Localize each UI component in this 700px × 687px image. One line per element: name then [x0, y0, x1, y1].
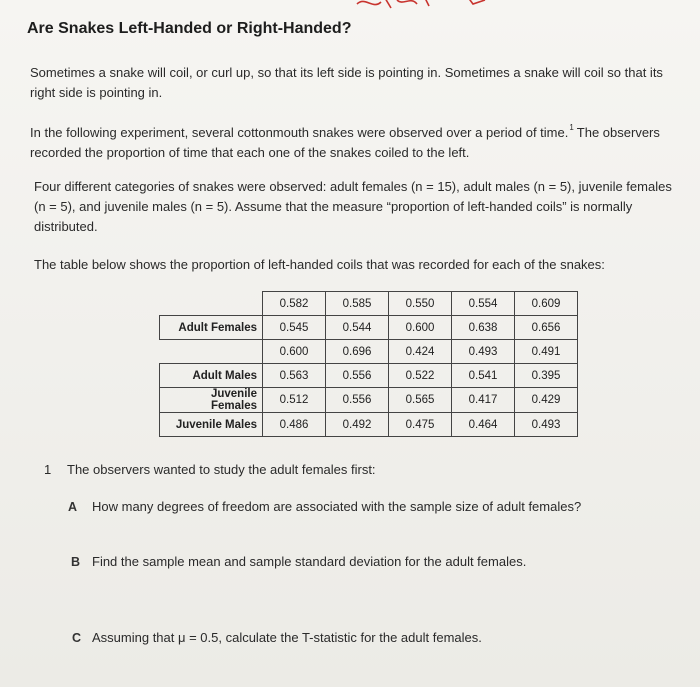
part-c-text: Assuming that μ = 0.5, calculate the T-statistic for the adult females.	[92, 630, 482, 645]
row-label	[160, 340, 263, 364]
table-cell: 0.486	[263, 413, 326, 437]
table-cell: 0.609	[515, 292, 578, 316]
table-cell: 0.493	[515, 413, 578, 437]
table-cell: 0.544	[326, 316, 389, 340]
row-label	[160, 292, 263, 316]
table-cell: 0.638	[452, 316, 515, 340]
table-cell: 0.464	[452, 413, 515, 437]
table-cell: 0.563	[263, 364, 326, 388]
table-cell: 0.545	[263, 316, 326, 340]
table-cell: 0.424	[389, 340, 452, 364]
table-cell: 0.541	[452, 364, 515, 388]
table-cell: 0.512	[263, 388, 326, 413]
intro-paragraph: Sometimes a snake will coil, or curl up, so that its left side is pointing in. Sometimes a snake will coil so that its right side is pointing in.	[30, 65, 663, 100]
row-label: Juvenile Males	[160, 413, 263, 437]
handwritten-scribble	[355, 0, 495, 14]
question-text: The observers wanted to study the adult females first:	[67, 462, 376, 477]
table-cell: 0.585	[326, 292, 389, 316]
table-intro-paragraph: The table below shows the proportion of left-handed coils that was recorded for each of the snakes:	[34, 257, 605, 272]
table-row	[160, 388, 578, 413]
table-cell: 0.565	[389, 388, 452, 413]
table-cell: 0.556	[326, 388, 389, 413]
table-cell: 0.600	[263, 340, 326, 364]
table-cell: 0.522	[389, 364, 452, 388]
worksheet-title: Are Snakes Left-Handed or Right-Handed?	[27, 20, 352, 37]
coil-proportion-table	[159, 291, 578, 437]
part-b-letter: B	[71, 555, 81, 569]
part-c-letter: C	[72, 631, 82, 645]
part-a-letter: A	[68, 500, 78, 514]
footnote-marker: 1	[569, 123, 574, 132]
part-b-text: Find the sample mean and sample standard deviation for the adult females.	[92, 554, 527, 569]
table-cell: 0.582	[263, 292, 326, 316]
table-cell: 0.491	[515, 340, 578, 364]
table-row	[160, 364, 578, 388]
table-row	[160, 340, 578, 364]
experiment-text-end: The observers recorded the proportion of time that each one of the snakes coiled to the left.	[30, 125, 660, 160]
table-cell: 0.556	[326, 364, 389, 388]
table-cell: 0.493	[452, 340, 515, 364]
question-number: 1	[44, 462, 52, 477]
table-row	[160, 413, 578, 437]
row-label: Juvenile Females	[160, 388, 263, 413]
part-a-text: How many degrees of freedom are associated with the sample size of adult females?	[92, 499, 582, 514]
row-label: Adult Females	[160, 316, 263, 340]
table-cell: 0.492	[326, 413, 389, 437]
table-cell: 0.395	[515, 364, 578, 388]
categories-paragraph: Four different categories of snakes were observed: adult females (n = 15), adult males (n = 5), juvenile females (n = 5), and juvenile males (n = 5). Assume that the measure “proportion of left-handed coils” is normally distributed.	[34, 179, 672, 234]
table-cell: 0.417	[452, 388, 515, 413]
table-cell: 0.554	[452, 292, 515, 316]
experiment-paragraph	[30, 118, 690, 163]
table-row	[160, 292, 578, 316]
experiment-text-start: In the following experiment, several cottonmouth snakes were observed over a period of time.	[30, 125, 569, 140]
table-row	[160, 316, 578, 340]
table-cell: 0.696	[326, 340, 389, 364]
table-cell: 0.550	[389, 292, 452, 316]
table-cell: 0.429	[515, 388, 578, 413]
table-cell: 0.475	[389, 413, 452, 437]
table-cell: 0.656	[515, 316, 578, 340]
table-cell: 0.600	[389, 316, 452, 340]
row-label: Adult Males	[160, 364, 263, 388]
